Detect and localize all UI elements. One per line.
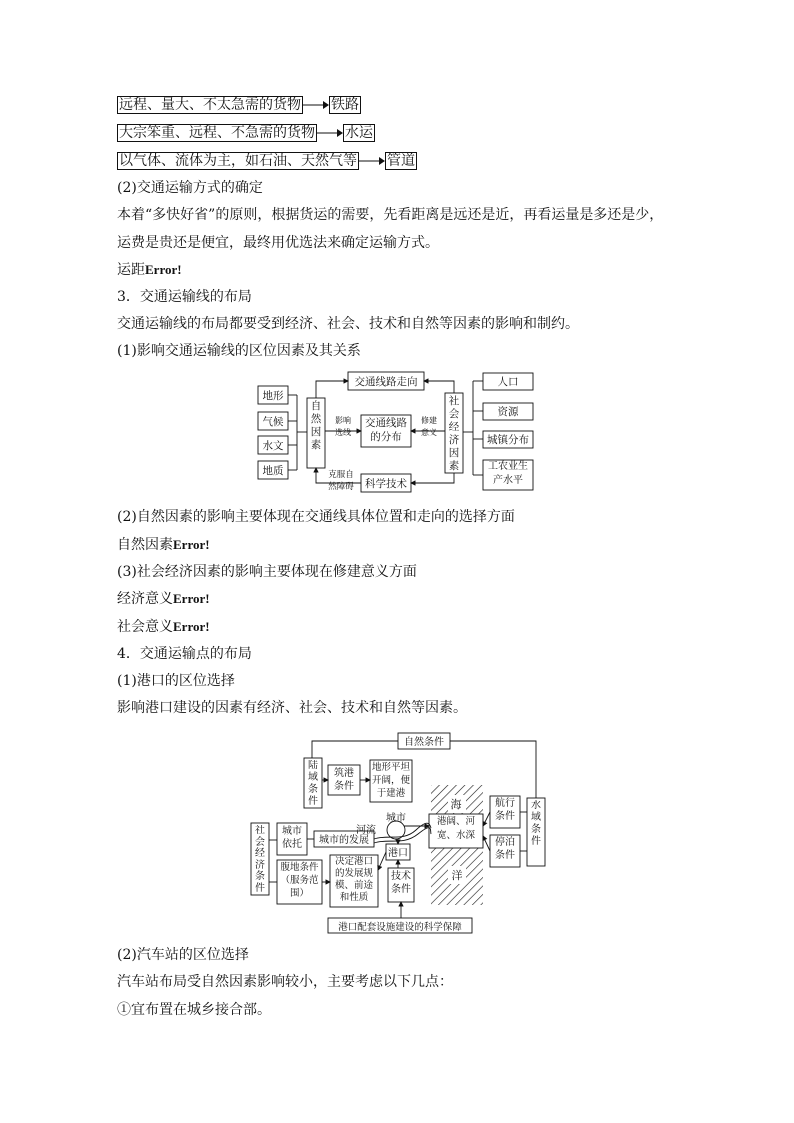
mode-box: 管道 [387,153,415,169]
arrow-icon [317,128,343,138]
error-text: Error! [145,262,182,277]
error-text: Error! [173,619,210,634]
tech-cond-label: 技术条件 [391,871,411,895]
hinterland-label: 腹地条件（服务范围） [280,862,319,899]
decide-label: 决定港口的发展规模、前途和性质 [334,856,373,903]
social-cond-label: 社会经济条件 [255,825,265,894]
supporting-label: 港口配套设施建设的科学保障 [338,922,462,933]
overcome-label: 克服自然障碍 [328,470,354,492]
cargo-rule-3 [117,152,417,170]
road-direction-label: 交通线路走向 [354,376,418,388]
land-cond-label: 陆域条件 [308,760,318,807]
sea-label: 海 [450,798,462,811]
section-2-heading: (2)交通运输方式的确定 [117,180,263,196]
arrow-icon [303,100,329,110]
yunju-label: 运距 [117,262,145,278]
navigation-label: 航行条件 [495,798,515,822]
nature-factor-label: 自然因素 [310,400,322,451]
factor-climate: 气候 [262,416,284,428]
distribution-label: 交通线路的分布 [365,417,407,443]
water-cond-label: 水域条件 [531,800,541,847]
transport-line-diagram [255,368,540,498]
error-text: Error! [173,591,210,606]
nature-cond-label: 自然条件 [404,737,444,748]
section-4-sub-2: (2)汽车站的区位选择 [117,947,249,963]
section-4-heading: 4．交通运输点的布局 [117,646,252,662]
river-label: 河流 [356,825,376,836]
factor-geology: 地质 [262,465,284,477]
section-3-para: 交通运输线的布局都要受到经济、社会、技术和自然等因素的影响和制约。 [117,316,579,332]
factor-terrain: 地形 [262,390,284,402]
cargo-box: 以气体、流体为主，如石油、天然气等 [119,153,357,169]
social-line [117,618,210,636]
factor-population: 人口 [497,376,519,388]
section-3-sub-1: (1)影响交通运输线的区位因素及其关系 [117,343,361,359]
section-4-sub-1: (1)港口的区位选择 [117,673,235,689]
factor-industry-level: 工农业生产水平 [488,461,528,486]
factor-resources: 资源 [497,406,519,418]
port-label: 港口 [388,848,408,859]
social-label: 社会意义 [117,619,173,635]
cargo-rule-1 [117,96,361,114]
section-2-para-2: 运费是贵还是便宜，最终用优选法来确定运输方式。 [117,235,439,251]
section-4-item-1: ①宜布置在城乡接合部。 [117,1002,271,1018]
factor-hydrology: 水文 [262,440,284,452]
error-text: Error! [173,537,210,552]
city-rely-label: 城市依托 [282,826,302,850]
section-4-para: 影响港口建设的因素有经济、社会、技术和自然等因素。 [117,700,467,716]
city-label: 城市 [386,813,406,824]
nature-label: 自然因素 [117,537,173,553]
section-3-heading: 3．交通运输线的布局 [117,289,252,305]
arrow-icon [359,156,385,166]
anchorage-label: 停泊条件 [495,837,515,861]
ocean-label: 洋 [451,869,463,882]
section-3-sub-3: (3)社会经济因素的影响主要体现在修建意义方面 [117,564,417,580]
econ-label: 经济意义 [117,591,173,607]
nature-line [117,536,210,554]
cargo-box: 远程、量大、不太急需的货物 [119,97,301,113]
port-location-diagram [248,730,548,936]
section-2-para-1: 本着“多快好省”的原则，根据货运的需要，先看距离是远还是近，再看运量是多还是少， [117,207,664,223]
section-3-sub-2: (2)自然因素的影响主要体现在交通线具体位置和走向的选择方面 [117,509,515,525]
mode-box: 铁路 [331,97,359,113]
build-port-label: 筑港条件 [334,768,354,792]
city-dev-label: 城市的发展 [319,835,369,846]
cargo-rule-2 [117,124,375,142]
social-factor-label: 社会经济因素 [448,395,460,472]
influence-label: 影响选线 [335,416,351,437]
build-meaning-label: 修建意义 [421,416,437,437]
section-4-para-2: 汽车站布局受自然因素影响较小，主要考虑以下几点： [117,974,453,990]
cargo-box: 大宗笨重、远程、不急需的货物 [119,125,315,141]
port-wide-label: 港阔、河宽、水深 [436,816,475,841]
science-tech-label: 科学技术 [365,478,407,490]
mode-box: 水运 [345,125,373,141]
yunju-line [117,261,182,279]
terrain-label: 地形平坦开阔，便于建港 [372,762,411,799]
factor-town-distribution: 城镇分布 [487,434,529,446]
econ-line [117,590,210,608]
